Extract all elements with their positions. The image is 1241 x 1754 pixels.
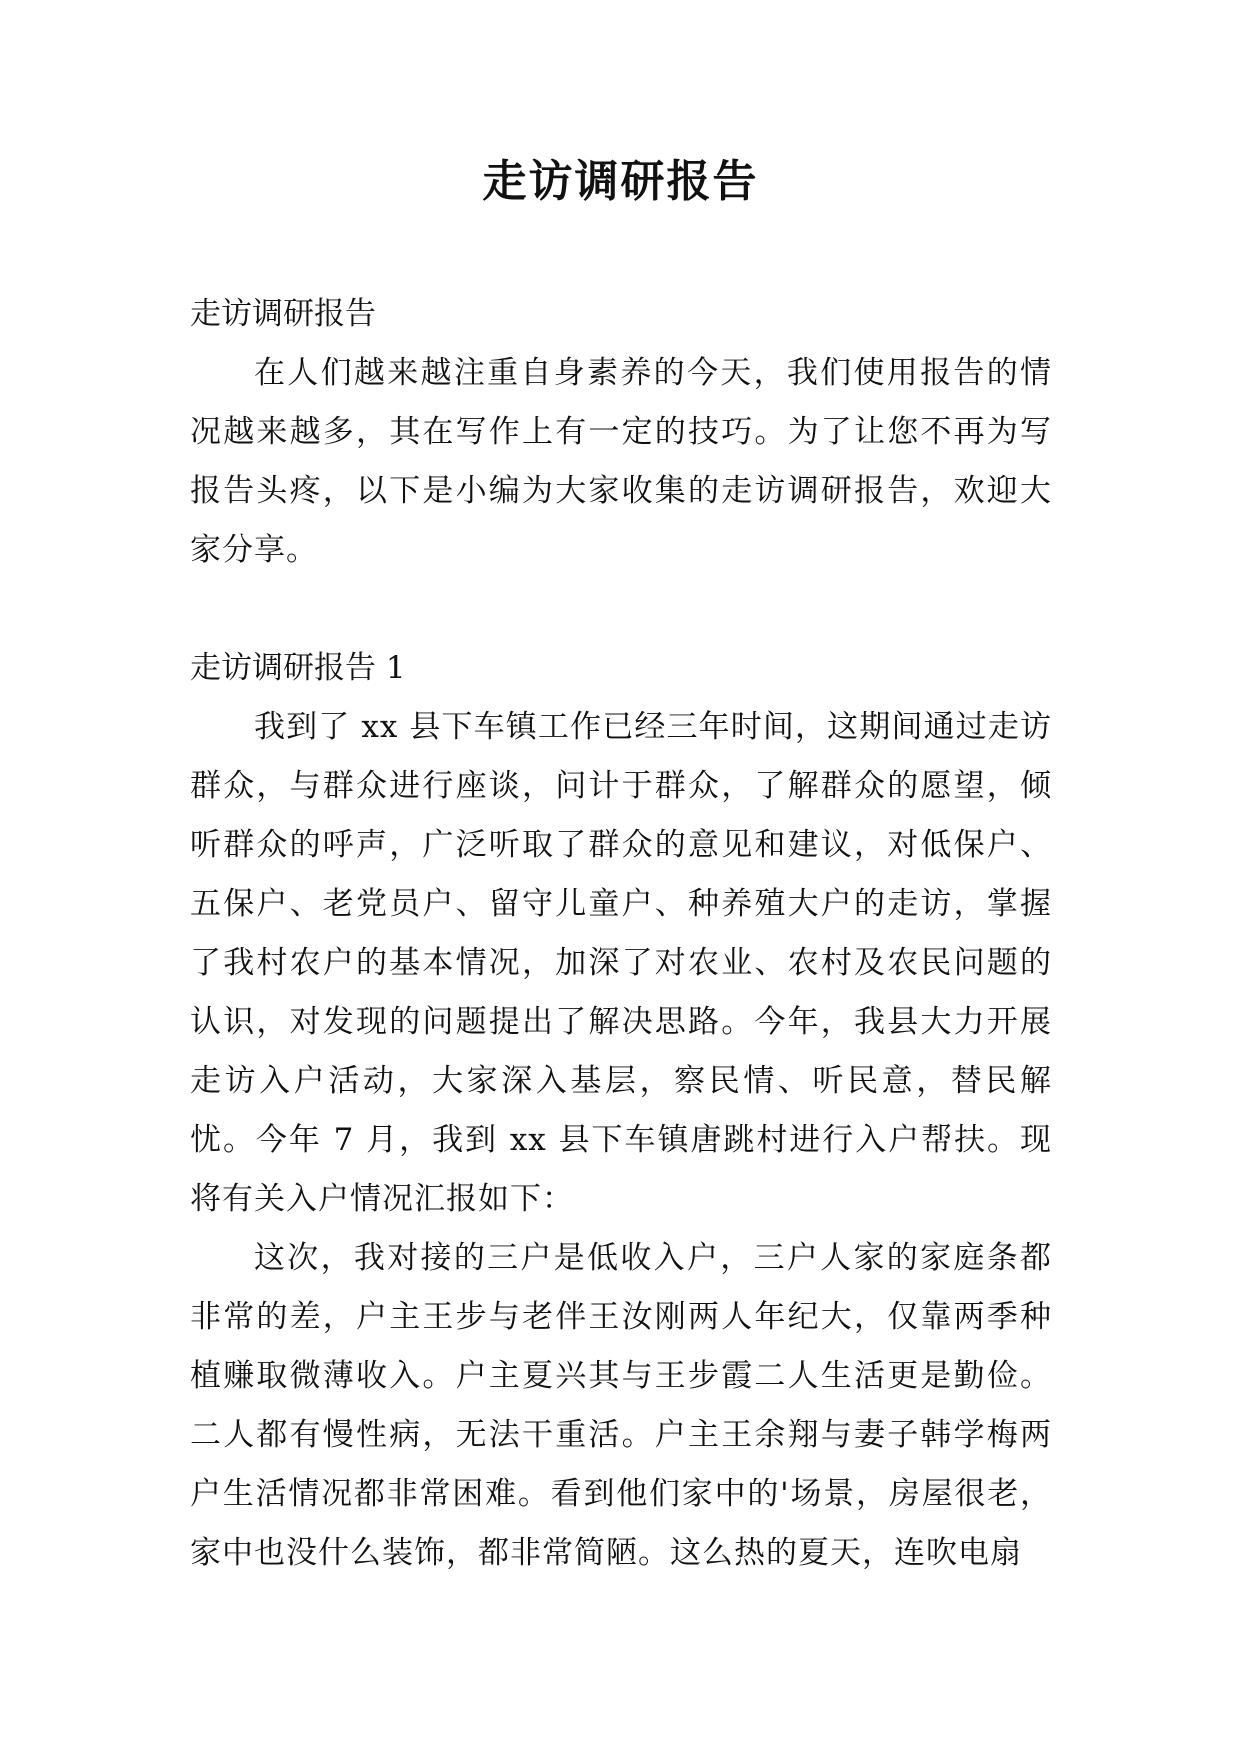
section1-paragraph-2: 这次，我对接的三户是低收入户，三户人家的家庭条都非常的差，户主王步与老伴王汝刚两人年纪大，仅靠两季种植赚取微薄收入。户主夏兴其与王步霞二人生活更是勤俭。二人都有慢性病，无法干重活。户主王余翔与妻子韩学梅两户生活情况都非常困难。看到他们家中的'场景，房屋很老，家中也没什么装饰，都非常简陋。这么热的夏天，连吹电扇 [190, 1240, 1052, 1571]
section1-paragraph-1: 我到了 xx 县下车镇工作已经三年时间，这期间通过走访群众，与群众进行座谈，问计于群众，了解群众的愿望，倾听群众的呼声，广泛听取了群众的意见和建议，对低保户、五保户、老党员户、留守儿童户、种养殖大户的走访，掌握了我村农户的基本情况，加深了对农业、农村及农民问题的认识，对发现的问题提出了解决思路。今年，我县大力开展走访入户活动，大家深入基层，察民情、听民意，替民解忧。今年 7 月，我到 xx 县下车镇唐跳村进行入户帮扶。现将有关入户情况汇报如下： [190, 709, 1052, 1217]
section-spacer [190, 580, 1052, 639]
intro-paragraph: 在人们越来越注重自身素养的今天，我们使用报告的情况越来越多，其在写作上有一定的技巧。为了让您不再为写报告头疼，以下是小编为大家收集的走访调研报告，欢迎大家分享。 [190, 355, 1052, 568]
intro-heading: 走访调研报告 [190, 296, 376, 332]
document-body [190, 285, 1052, 1583]
section1-heading: 走访调研报告 1 [190, 650, 406, 686]
document-title: 走访调研报告 [482, 156, 759, 207]
